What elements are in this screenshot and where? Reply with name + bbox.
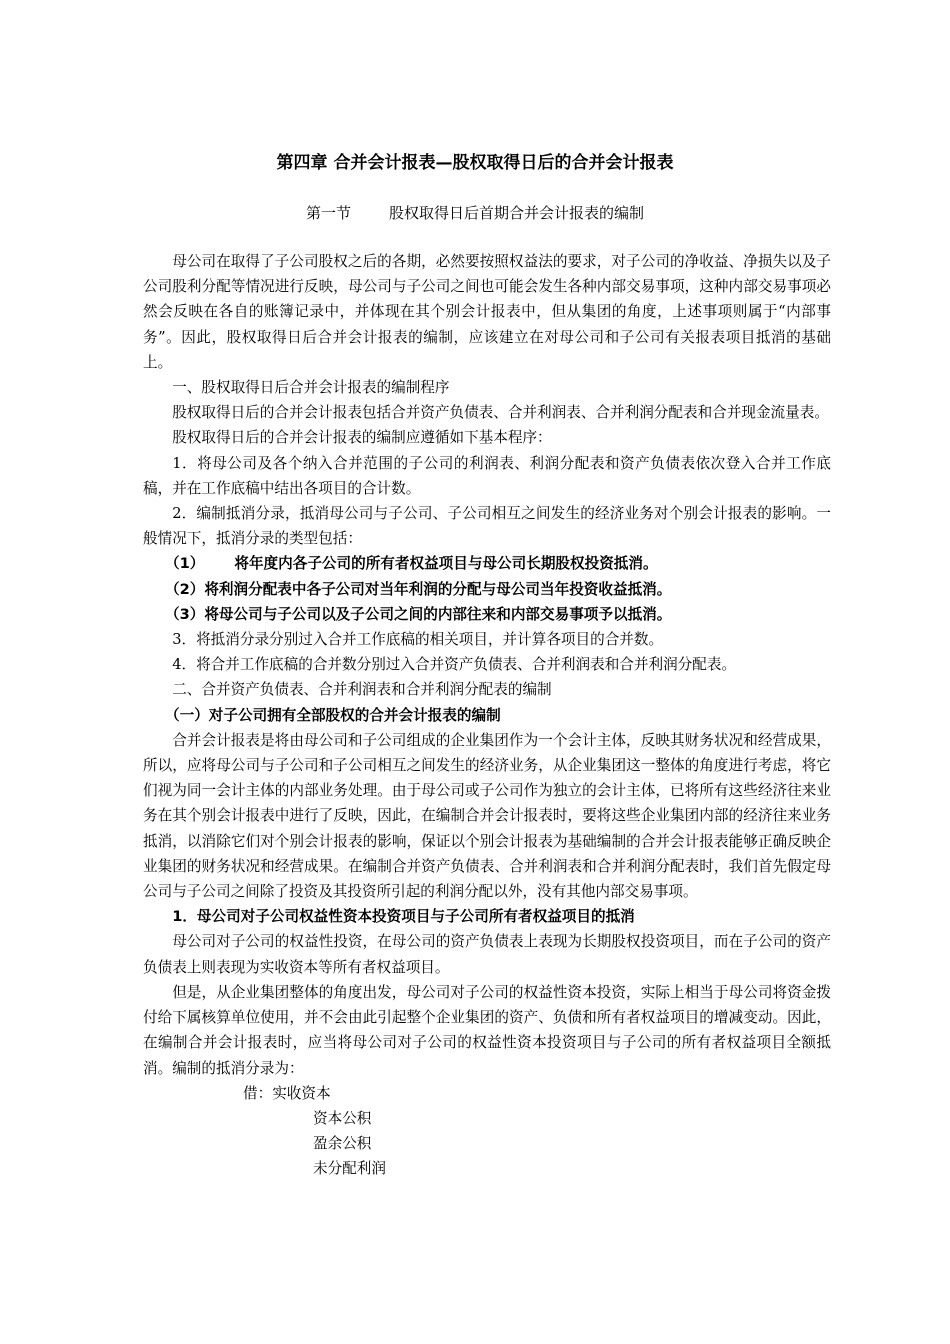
- paragraph-reports-list: 股权取得日后的合并会计报表包括合并资产负债表、合并利润表、合并利润分配表和合并现金流量表。: [172, 404, 829, 422]
- entry-item: 资本公积: [313, 1109, 372, 1127]
- paragraph-equity-2: 但是，从企业集团整体的角度出发，母公司对子公司的权益性资本投资，实际上相当于母公司将资金拨付给下属核算单位使用，并不会由此引起整个企业集团的资产、负债和所有者权益项目的增减变动。因此，在编制合并会计报表时，应当将母公司对子公司的权益性资本投资项目与子公司的所有者权益项目全额抵消。编制的抵消分录为：: [143, 983, 831, 1077]
- section-title: 股权取得日后首期合并会计报表的编制: [389, 204, 645, 222]
- elimination-type-3: （3）将母公司与子公司以及子公司之间的内部往来和内部交易事项予以抵消。: [165, 605, 672, 623]
- heading-full-ownership: （一）对子公司拥有全部股权的合并会计报表的编制: [165, 706, 501, 724]
- heading-procedure: 一、股权取得日后合并会计报表的编制程序: [172, 379, 450, 397]
- step-3: 3．将抵消分录分别过入合并工作底稿的相关项目，并计算各项目的合并数。: [172, 631, 664, 649]
- elimination-type-2: （2）将利润分配表中各子公司对当年利润的分配与母公司当年投资收益抵消。: [165, 580, 672, 598]
- elimination-type-1-number: （1）: [165, 555, 205, 573]
- chapter-title: 第四章 合并会计报表—股权取得日后的合并会计报表: [276, 153, 674, 173]
- elimination-type-1: [143, 551, 831, 576]
- paragraph-equity-1: 母公司对子公司的权益性投资，在母公司的资产负债表上表现为长期股权投资项目，而在子公司的资产负债表上则表现为实收资本等所有者权益项目。: [143, 933, 831, 976]
- entry-item: 盈余公积: [313, 1135, 372, 1153]
- paragraph-basic-procedure: 股权取得日后的合并会计报表的编制应遵循如下基本程序：: [172, 429, 552, 447]
- step-2: 2．编制抵消分录，抵消母公司与子公司、子公司相互之间发生的经济业务对个别会计报表的影响。一般情况下，抵消分录的类型包括：: [143, 505, 831, 548]
- heading-equity-elimination: 1．母公司对子公司权益性资本投资项目与子公司所有者权益项目的抵消: [172, 908, 635, 926]
- step-4: 4．将合并工作底稿的合并数分别过入合并资产负债表、合并利润表和合并利润分配表。: [172, 656, 737, 674]
- document-body: [143, 249, 831, 1182]
- step-1: 1．将母公司及各个纳入合并范围的子公司的利润表、利润分配表和资产负债表依次登入合并工作底稿，并在工作底稿中结出各项目的合计数。: [143, 454, 831, 497]
- section-number: 第一节: [305, 204, 351, 222]
- intro-paragraph: 母公司在取得了子公司股权之后的各期，必然要按照权益法的要求，对子公司的净收益、净损失以及子公司股利分配等情况进行反映，母公司与子公司之间也可能会发生各种内部交易事项，这种内部交易事项必然会反映在各自的账簿记录中，并体现在其个别会计报表中，但从集团的角度，上述事项则属于“内部事务”。因此，股权取得日后合并会计报表的编制，应该建立在对母公司和子公司有关报表项目抵消的基础上。: [143, 253, 831, 371]
- heading-statements: 二、合并资产负债表、合并利润表和合并利润分配表的编制: [172, 681, 552, 699]
- entry-debit: 借：实收资本: [243, 1084, 331, 1102]
- elimination-type-1-text: 将年度内各子公司的所有者权益项目与母公司长期股权投资抵消。: [234, 555, 658, 573]
- section-heading: [0, 201, 950, 225]
- paragraph-consolidated: 合并会计报表是将由母公司和子公司组成的企业集团作为一个会计主体，反映其财务状况和经营成果，所以，应将母公司与子公司和子公司相互之间发生的经济业务，从企业集团这一整体的角度进行考虑，将它们视为同一会计主体的内部业务处理。由于母公司或子公司作为独立的会计主体，已将所有这些经济往来业务在其个别会计报表中进行了反映，因此，在编制合并会计报表时，要将这些企业集团内部的经济往来业务抵消，以消除它们对个别会计报表的影响，保证以个别会计报表为基础编制的合并会计报表能够正确反映企业集团的财务状况和经营成果。在编制合并资产负债表、合并利润表和合并利润分配表时，我们首先假定母公司与子公司之间除了投资及其投资所引起的利润分配以外，没有其他内部交易事项。: [143, 731, 831, 901]
- entry-item: 未分配利润: [313, 1160, 386, 1178]
